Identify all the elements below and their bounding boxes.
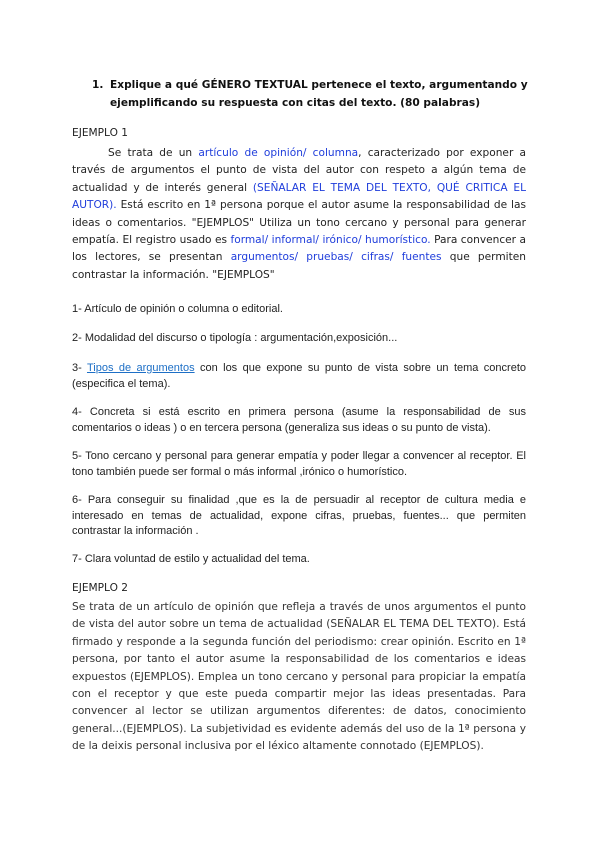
- ej1-text-3: Está escrito en 1ª persona porque el autor asume la responsabilidad de las ideas o comentarios. "EJEMPLOS" Utiliza un tono cercano y personal para generar empatía. El registro usado es: [72, 199, 526, 247]
- ej1-text-2: , caracterizado por exponer a través de argumentos el punto de vista del autor con respeto a algún tema de actualidad y de interés general: [72, 147, 526, 194]
- list-item: 1- Artículo de opinión o columna o editorial.: [72, 303, 283, 315]
- list-item: 7- Clara voluntad de estilo y actualidad del tema.: [72, 553, 310, 565]
- ejemplo-1-paragraph: [72, 145, 526, 284]
- list-item: [72, 361, 526, 392]
- list-item: 6- Para conseguir su finalidad ,que es la de persuadir al receptor de cultura media e interesado en temas de actualidad, expone cifras, pruebas, fuentes... que permiten contrastar la información .: [72, 494, 526, 538]
- list-item-prefix: 3-: [72, 362, 87, 374]
- ej1-text-1: Se trata de un: [108, 147, 199, 159]
- list-item: 2- Modalidad del discurso o tipología : argumentación,exposición...: [72, 332, 398, 344]
- tipos-de-argumentos-link[interactable]: Tipos de argumentos: [86, 362, 195, 374]
- question-number: 1.: [92, 79, 104, 91]
- question-line-2: ejemplificando su respuesta con citas del texto. (80 palabras): [110, 97, 481, 109]
- ej1-text-4: Para convencer a los lectores, se presentan: [72, 234, 526, 264]
- list-item: 5- Tono cercano y personal para generar empatía y poder llegar a convencer al receptor. El tono también puede ser formal o más informal ,irónico o humorístico.: [72, 450, 526, 478]
- ej1-highlight-1: artículo de opinión/ columna: [198, 147, 359, 159]
- ej1-highlight-3: formal/ informal/ irónico/ humorístico.: [230, 234, 431, 247]
- question-heading: [92, 76, 532, 112]
- ej1-text-5: que permiten contrastar la información. "EJEMPLOS": [72, 251, 526, 281]
- ejemplo-2-paragraph: Se trata de un artículo de opinión que refleja a través de unos argumentos el punto de vista del autor sobre un tema de actualidad (SEÑALAR EL TEMA DEL TEXTO). Está firmado y responde a la segunda función del periodismo: crear opinión. Escrito en 1ª persona, por tanto el autor asume la responsabilidad de los comentarios e ideas expuestos (EJEMPLOS). Emplea un tono cercano y personal para propiciar la empatía con el receptor y que este pueda compartir mejor las ideas presentadas. Para convencer al lector se utilizan argumentos diferentes: de datos, conocimiento general...(EJEMPLOS). La subjetividad es evidente además del uso de la 1ª persona y de la deixis personal inclusiva por el léxico altamente connotado (EJEMPLOS).: [72, 601, 526, 753]
- question-line-1: [92, 76, 532, 94]
- ejemplo-2-title: EJEMPLO 2: [72, 582, 129, 594]
- question-text-1: Explique a qué GÉNERO TEXTUAL pertenece el texto, argumentando y: [110, 79, 528, 91]
- ejemplo-1-title: EJEMPLO 1: [72, 127, 129, 139]
- ej1-highlight-4: argumentos/ pruebas/ cifras/ fuentes: [230, 251, 442, 264]
- ej1-highlight-2: (SEÑALAR EL TEMA DEL TEXTO, QUÉ CRITICA EL AUTOR).: [72, 181, 526, 212]
- list-item: 4- Concreta si está escrito en primera persona (asume la responsabilidad de sus comentarios o ideas ) o en tercera persona (generaliza sus ideas o su punto de vista).: [72, 406, 526, 434]
- list-item-text: con los que expone su punto de vista sobre un tema concreto (especifica el tema).: [72, 362, 526, 390]
